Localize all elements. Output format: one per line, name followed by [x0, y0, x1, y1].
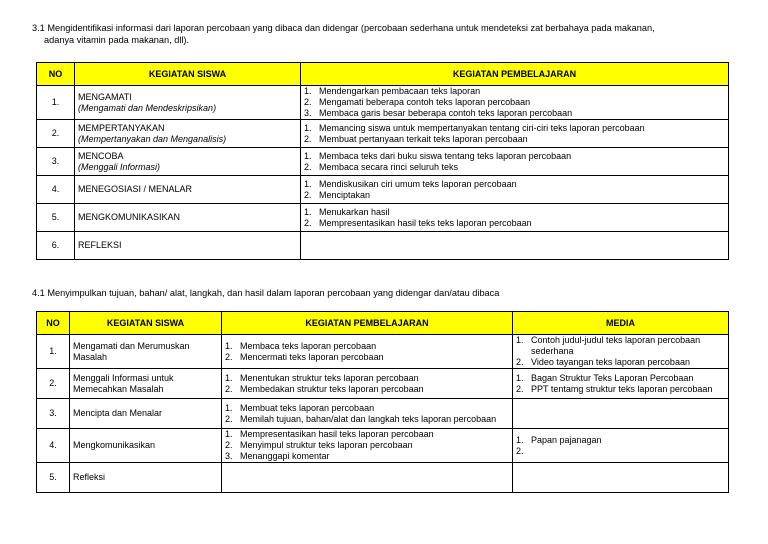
list-text: Video tayangan teks laporan percobaan — [531, 357, 690, 367]
kegiatan-pembelajaran-cell — [222, 429, 513, 463]
list-text: Mendiskusikan ciri umum teks laporan percobaan — [319, 178, 517, 189]
list-text: Papan pajanagan — [531, 434, 602, 445]
kegiatan-pembelajaran-list — [304, 179, 725, 201]
list-item — [304, 108, 725, 119]
kegiatan-siswa: Mengamati dan Merumuskan Masalah — [70, 335, 222, 369]
list-text: Menciptakan — [319, 189, 371, 200]
list-text: Membaca teks dari buku siswa tentang teks laporan percobaan — [319, 150, 572, 161]
list-text: Menentukan struktur teks laporan percobaan — [240, 372, 419, 383]
list-number: 1. — [304, 150, 312, 161]
list-text: Memilah tujuan, bahan/alat dan langkah teks laporan percobaan — [240, 413, 497, 424]
table-row — [37, 399, 729, 429]
list-item — [304, 151, 725, 162]
kegiatan-siswa-sub: (Menggali Informasi) — [78, 161, 161, 172]
kegiatan-siswa: MEMPERTANYAKAN — [78, 122, 165, 133]
list-number: 2. — [225, 351, 233, 362]
list-number: 2. — [516, 357, 524, 367]
table-row — [37, 176, 729, 204]
media-cell — [513, 429, 729, 463]
row-number: 2. — [37, 369, 70, 399]
list-item — [225, 341, 509, 352]
table-row — [37, 429, 729, 463]
kegiatan-siswa: REFLEKSI — [78, 240, 122, 250]
list-text: Mempresentasikan hasil teks laporan percobaan — [240, 429, 434, 439]
kegiatan-pembelajaran-list — [304, 207, 725, 229]
list-item — [516, 373, 725, 384]
table-row — [37, 232, 729, 260]
header-no: NO — [37, 63, 75, 86]
table-row — [37, 204, 729, 232]
kegiatan-pembelajaran-cell — [301, 176, 729, 204]
list-number: 1. — [225, 402, 233, 413]
list-item — [304, 134, 725, 145]
list-number: 2. — [516, 445, 524, 456]
media-cell — [513, 399, 729, 429]
list-item — [304, 190, 725, 201]
kegiatan-pembelajaran-list — [225, 429, 509, 462]
list-item — [225, 352, 509, 363]
kegiatan-siswa: MENGAMATI — [78, 91, 132, 102]
list-number: 2. — [304, 133, 312, 144]
kegiatan-siswa: MENGKOMUNIKASIKAN — [78, 212, 181, 222]
row-number: 6. — [37, 232, 75, 260]
list-number: 1. — [304, 122, 312, 133]
list-item — [516, 435, 725, 446]
kegiatan-siswa: Mencipta dan Menalar — [70, 399, 222, 429]
kegiatan-siswa-cell — [75, 204, 301, 232]
row-number: 3. — [37, 399, 70, 429]
list-text: Contoh judul-judul teks laporan percobaan sederhana — [531, 335, 701, 356]
list-item — [516, 335, 725, 357]
list-number: 2. — [304, 161, 312, 172]
list-item — [516, 446, 725, 457]
list-text: Mendengarkan pembacaan teks laporan — [319, 86, 481, 96]
kegiatan-pembelajaran-list — [225, 373, 509, 395]
header-no: NO — [37, 312, 70, 335]
row-number: 4. — [37, 176, 75, 204]
kegiatan-pembelajaran-cell — [301, 204, 729, 232]
list-number: 1. — [225, 340, 233, 351]
kegiatan-table-2 — [36, 311, 729, 493]
kegiatan-siswa: MENEGOSIASI / MENALAR — [78, 184, 193, 194]
list-number: 2. — [304, 189, 312, 200]
list-number: 2. — [516, 383, 524, 394]
list-item — [225, 414, 509, 425]
list-text: Menyimpul struktur teks laporan percobaan — [240, 440, 413, 450]
list-number: 2. — [225, 440, 233, 450]
kegiatan-siswa: Refleksi — [70, 463, 222, 493]
row-number: 5. — [37, 463, 70, 493]
kegiatan-pembelajaran-cell — [301, 232, 729, 260]
list-number: 1. — [225, 372, 233, 383]
kegiatan-pembelajaran-cell — [301, 120, 729, 148]
row-number: 1. — [37, 335, 70, 369]
list-text: Menanggapi komentar — [240, 451, 330, 461]
kegiatan-siswa-cell — [75, 148, 301, 176]
kegiatan-pembelajaran-list — [304, 151, 725, 173]
kegiatan-siswa-cell — [75, 232, 301, 260]
kegiatan-siswa-cell — [75, 176, 301, 204]
list-text: Membedakan struktur teks laporan percobaan — [240, 383, 424, 394]
list-item — [225, 440, 509, 451]
list-text: Membuat pertanyaan terkait teks laporan percobaan — [319, 133, 528, 144]
list-number: 1. — [225, 429, 233, 439]
list-item — [225, 429, 509, 440]
row-number: 3. — [37, 148, 75, 176]
list-item — [304, 162, 725, 173]
list-text: Mencermati teks laporan percobaan — [240, 351, 384, 362]
list-number: 1. — [516, 335, 524, 345]
section1-heading — [32, 22, 655, 46]
list-text: Membaca teks laporan percobaan — [240, 340, 377, 351]
table-row — [37, 148, 729, 176]
list-item — [304, 218, 725, 229]
kegiatan-pembelajaran-cell — [222, 463, 513, 493]
table-row — [37, 86, 729, 120]
kegiatan-siswa-sub: (Mempertanyakan dan Menganalisis) — [78, 133, 227, 144]
list-number: 1. — [304, 178, 312, 189]
list-number: 1. — [304, 206, 312, 217]
header-media: MEDIA — [513, 312, 729, 335]
list-number: 1. — [516, 434, 524, 445]
kegiatan-siswa: Menggali Informasi untuk Memecahkan Masalah — [70, 369, 222, 399]
header-kegiatan-pembelajaran: KEGIATAN PEMBELAJARAN — [301, 63, 729, 86]
kegiatan-pembelajaran-cell — [301, 148, 729, 176]
header-kegiatan-siswa: KEGIATAN SISWA — [75, 63, 301, 86]
list-item — [304, 207, 725, 218]
list-number: 2. — [225, 383, 233, 394]
list-item — [304, 86, 725, 97]
list-number: 2. — [225, 413, 233, 424]
list-item — [225, 451, 509, 462]
list-item — [516, 384, 725, 395]
table-row — [37, 463, 729, 493]
media-cell — [513, 335, 729, 369]
row-number: 1. — [37, 86, 75, 120]
media-cell — [513, 369, 729, 399]
section1-heading-line2: adanya vitamin pada makanan, dll). — [44, 35, 190, 45]
kegiatan-table-1 — [36, 62, 729, 260]
list-number: 3. — [225, 451, 233, 461]
kegiatan-pembelajaran-cell — [222, 369, 513, 399]
list-item — [516, 357, 725, 368]
kegiatan-pembelajaran-list — [225, 341, 509, 363]
section1-heading-line1: 3.1 Mengidentifikasi informasi dari laporan percobaan yang dibaca dan didengar (percobaan sederhana untuk mendeteksi zat berbahaya pada makanan, — [32, 23, 655, 33]
list-item — [304, 179, 725, 190]
list-item — [225, 384, 509, 395]
kegiatan-siswa-sub: (Mengamati dan Mendeskripsikan) — [78, 102, 217, 113]
section2-heading: 4.1 Menyimpulkan tujuan, bahan/ alat, langkah, dan hasil dalam laporan percobaan yang didengar dan/atau dibaca — [32, 288, 500, 298]
list-text: PPT tentamg struktur teks laporan percobaan — [531, 383, 713, 394]
header-kegiatan-pembelajaran: KEGIATAN PEMBELAJARAN — [222, 312, 513, 335]
media-cell — [513, 463, 729, 493]
row-number: 2. — [37, 120, 75, 148]
kegiatan-siswa-cell — [75, 86, 301, 120]
kegiatan-pembelajaran-cell — [222, 335, 513, 369]
list-text: Mengamati beberapa contoh teks laporan percobaan — [319, 97, 531, 107]
row-number: 5. — [37, 204, 75, 232]
kegiatan-pembelajaran-cell — [222, 399, 513, 429]
list-text: Membaca secara rinci seluruh teks — [319, 161, 459, 172]
list-text — [531, 446, 725, 457]
table-row — [37, 335, 729, 369]
list-number: 2. — [304, 217, 312, 228]
header-kegiatan-siswa: KEGIATAN SISWA — [70, 312, 222, 335]
list-number: 1. — [304, 86, 312, 96]
list-item — [225, 373, 509, 384]
media-list — [516, 373, 725, 395]
media-list — [516, 435, 725, 457]
kegiatan-pembelajaran-cell — [301, 86, 729, 120]
list-text: Menukarkan hasil — [319, 206, 390, 217]
list-text: Membaca garis besar beberapa contoh teks laporan percobaan — [319, 108, 573, 118]
list-text: Bagan Struktur Teks Laporan Percobaan — [531, 372, 694, 383]
table-row — [37, 120, 729, 148]
kegiatan-pembelajaran-list — [304, 86, 725, 119]
list-item — [304, 97, 725, 108]
list-text: Membuat teks laporan percobaan — [240, 402, 375, 413]
list-text: Memancing siswa untuk mempertanyakan tentang ciri-ciri teks laporan percobaan — [319, 122, 645, 133]
list-item — [304, 123, 725, 134]
kegiatan-siswa: Mengkomunikasikan — [70, 429, 222, 463]
list-number: 3. — [304, 108, 312, 118]
row-number: 4. — [37, 429, 70, 463]
list-item — [225, 403, 509, 414]
kegiatan-siswa-cell — [75, 120, 301, 148]
list-number: 1. — [516, 372, 524, 383]
list-number: 2. — [304, 97, 312, 107]
kegiatan-siswa: MENCOBA — [78, 150, 124, 161]
kegiatan-pembelajaran-list — [225, 403, 509, 425]
media-list — [516, 335, 725, 368]
kegiatan-pembelajaran-list — [304, 123, 725, 145]
list-text: Mempresentasikan hasil teks teks laporan percobaan — [319, 217, 532, 228]
table-row — [37, 369, 729, 399]
